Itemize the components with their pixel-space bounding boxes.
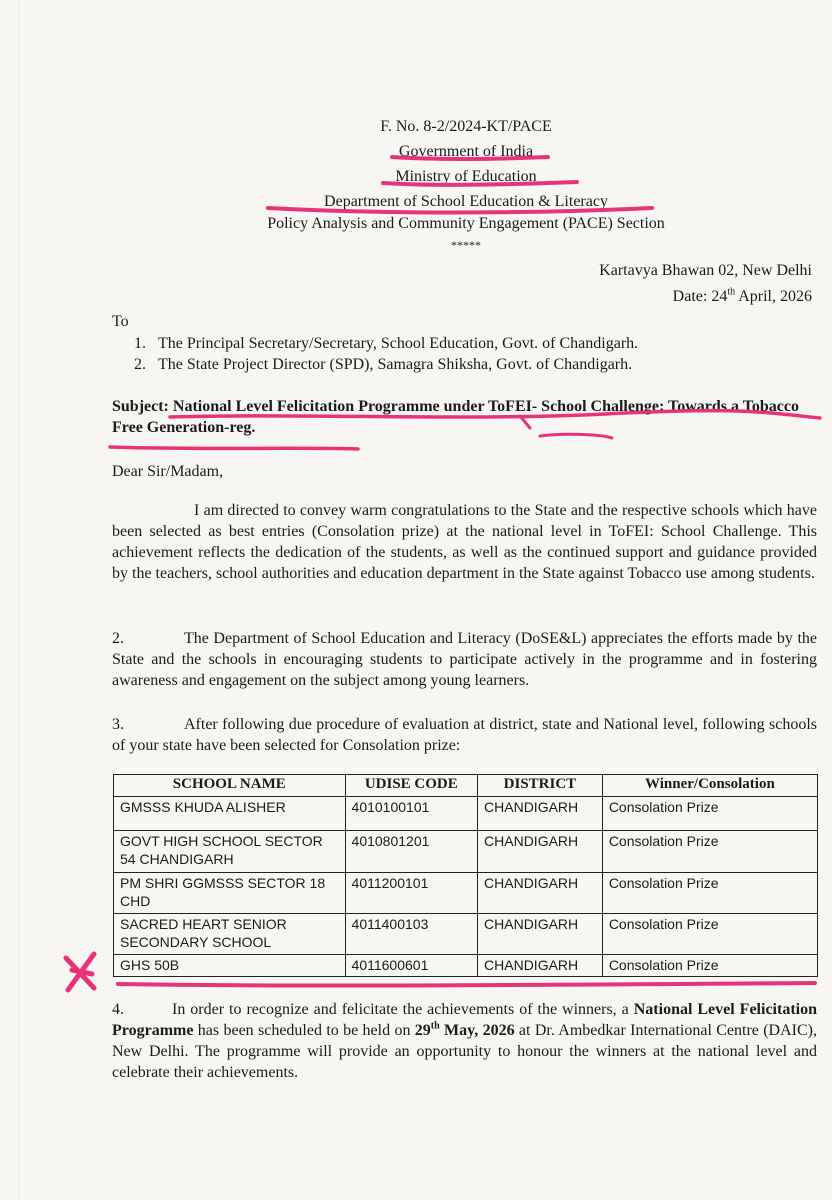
district-cell: CHANDIGARH <box>478 831 603 873</box>
school-name-cell: GHS 50B <box>114 955 346 977</box>
result-cell: Consolation Prize <box>602 914 817 955</box>
address-location: Kartavya Bhawan 02, New Delhi <box>599 262 812 279</box>
underline-row-ghs-mark <box>118 983 815 986</box>
recipient-1: 1. The Principal Secretary/Secretary, School Education, Govt. of Chandigarh. <box>134 335 639 352</box>
result-cell: Consolation Prize <box>602 797 817 831</box>
letter-date: Date: 24th April, 2026 <box>672 286 812 305</box>
recipient-2: 2. The State Project Director (SPD), Samagra Shiksha, Govt. of Chandigarh. <box>134 356 633 373</box>
table-row <box>114 797 818 831</box>
table-row <box>114 955 818 977</box>
district-cell: CHANDIGARH <box>478 873 603 914</box>
udise-code-cell: 4010801201 <box>345 831 478 873</box>
school-name-cell: SACRED HEART SENIOR SECONDARY SCHOOL <box>114 914 346 955</box>
ministry-line: Ministry of Education <box>395 168 537 185</box>
paragraph-1: I am directed to convey warm congratulations to the State and the respective schools which have been selected as best entries (Consolation prize) at the national level in ToFEI: School Challenge. This achievement reflects the dedication of the students, as well as the continued support and guidance provided by the teachers, school authorities and education department in the State against Tobacco use among students. <box>112 502 817 582</box>
page-fold-shadow <box>18 0 20 1200</box>
udise-code-cell: 4010100101 <box>345 797 478 831</box>
column-header-district: DISTRICT <box>478 775 603 797</box>
paragraph-4: 4. In order to recognize and felicitate the achievements of the winners, a National Level Felicitation Programme has been scheduled to be held on 29th May, 2026 at Dr. Ambedkar International Centre (DAIC), New Delhi. The programme will provide an opportunity to honour the winners at the national level and celebrate their achievements. <box>112 1001 817 1081</box>
department-line: Department of School Education & Literacy <box>324 193 608 210</box>
column-header-school-name: SCHOOL NAME <box>114 775 346 797</box>
to-label: To <box>112 313 129 330</box>
result-cell: Consolation Prize <box>602 955 817 977</box>
school-name-cell: GMSSS KHUDA ALISHER <box>114 797 346 831</box>
column-header-udise-code: UDISE CODE <box>345 775 478 797</box>
school-name-cell: PM SHRI GGMSSS SECTOR 18 CHD <box>114 873 346 914</box>
section-line: Policy Analysis and Community Engagement (PACE) Section <box>267 215 665 232</box>
file-number: F. No. 8-2/2024-KT/PACE <box>380 118 552 135</box>
udise-code-cell: 4011200101 <box>345 873 478 914</box>
district-cell: CHANDIGARH <box>478 955 603 977</box>
result-cell: Consolation Prize <box>602 831 817 873</box>
paragraph-2: 2. The Department of School Education and Literacy (DoSE&L) appreciates the efforts made by the State and the schools in encouraging students to participate actively in the programme and in fostering awareness and engagement on the subject among young learners. <box>112 630 817 689</box>
x-mark <box>66 954 94 990</box>
government-line: Government of India <box>398 143 534 160</box>
school-name-cell: GOVT HIGH SCHOOL SECTOR 54 CHANDIGARH <box>114 831 346 873</box>
subject-line: Subject: National Level Felicitation Programme under ToFEI- School Challenge: Towards a Tobacco Free Generation-reg. <box>112 398 799 436</box>
table-row <box>114 914 818 955</box>
salutation: Dear Sir/Madam, <box>112 463 224 480</box>
schools-table <box>113 774 818 977</box>
udise-code-cell: 4011400103 <box>345 914 478 955</box>
column-header-winner-consolation: Winner/Consolation <box>602 775 817 797</box>
table-row <box>114 873 818 914</box>
separator-stars: ***** <box>451 238 481 252</box>
district-cell: CHANDIGARH <box>478 797 603 831</box>
result-cell: Consolation Prize <box>602 873 817 914</box>
paragraph-3: 3. After following due procedure of evaluation at district, state and National level, following schools of your state have been selected for Consolation prize: <box>112 716 817 754</box>
district-cell: CHANDIGARH <box>478 914 603 955</box>
udise-code-cell: 4011600601 <box>345 955 478 977</box>
table-row <box>114 831 818 873</box>
table-header-row <box>114 775 818 797</box>
underline-subject-line2-mark <box>110 447 358 449</box>
